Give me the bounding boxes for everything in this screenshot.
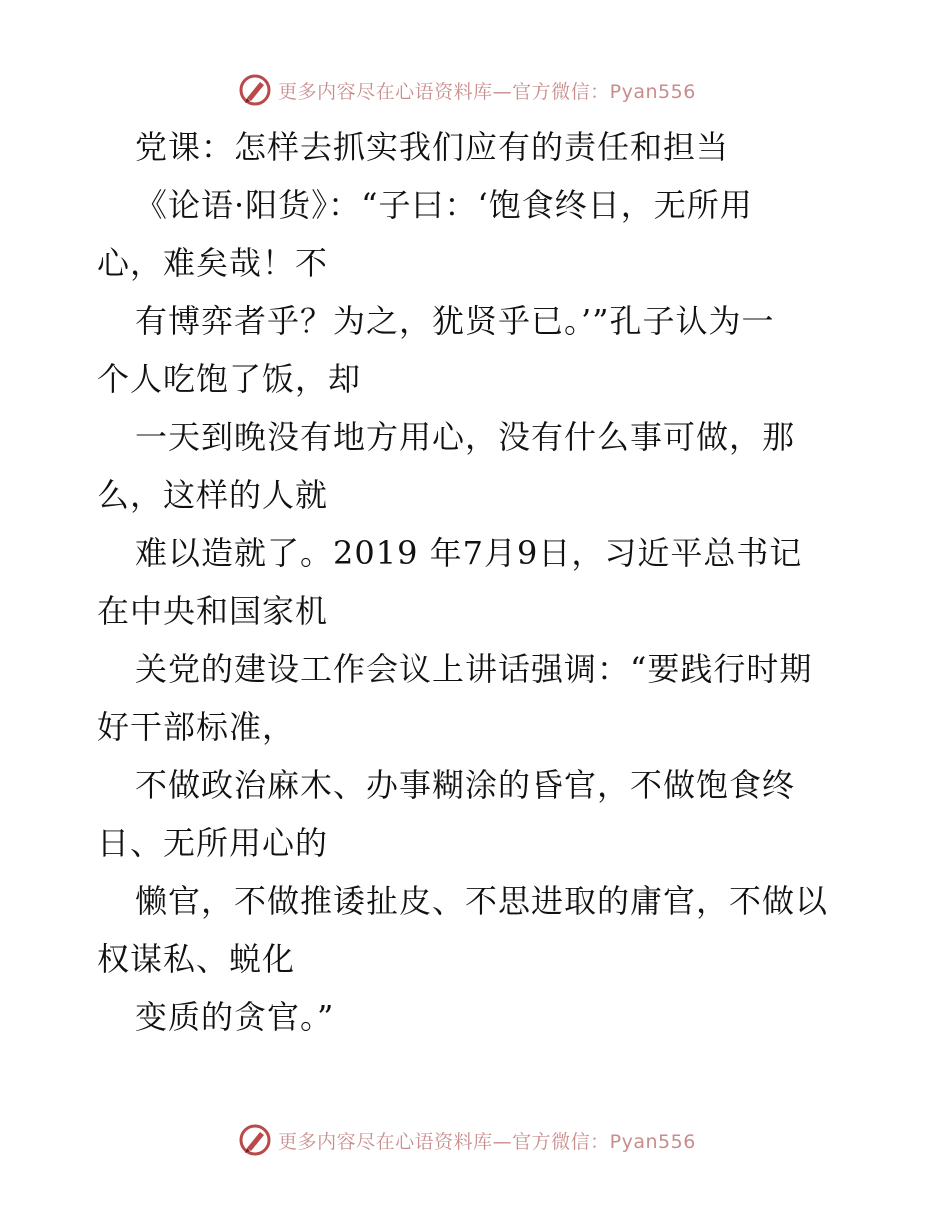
footer-watermark-banner <box>0 1120 950 1160</box>
document-line: 好干部标准， <box>97 708 296 746</box>
watermark-text: 更多内容尽在心语资料库—官方微信：Pyan556 <box>278 1130 696 1153</box>
document-body <box>97 118 857 1046</box>
document-line: 个人吃饱了饭，却 <box>97 360 362 398</box>
document-line: 权谋私、蜕化 <box>97 940 296 978</box>
document-line: 一天到晚没有地方用心，没有什么事可做，那 <box>135 418 796 456</box>
header-watermark-inner <box>238 73 696 107</box>
document-line: 日、无所用心的 <box>97 824 329 862</box>
footer-watermark-inner <box>238 1123 696 1157</box>
document-line: 党课：怎样去抓实我们应有的责任和担当 <box>135 128 730 166</box>
pen-logo-icon <box>238 73 272 107</box>
document-line: 难以造就了。2019 年7月9日，习近平总书记 <box>135 534 803 572</box>
document-line: 不做政治麻木、办事糊涂的昏官，不做饱食终 <box>135 766 796 804</box>
watermark-text: 更多内容尽在心语资料库—官方微信：Pyan556 <box>278 80 696 103</box>
pen-logo-icon <box>238 1123 272 1157</box>
document-line: 么，这样的人就 <box>97 476 329 514</box>
document-line: 有博弈者乎？为之，犹贤乎已。’”孔子认为一 <box>135 302 775 340</box>
document-line: 心，难矣哉！不 <box>97 244 329 282</box>
document-line: 在中央和国家机 <box>97 592 329 630</box>
document-line: 懒官，不做推诿扯皮、不思进取的庸官，不做以 <box>135 882 829 920</box>
document-line: 关党的建设工作会议上讲话强调：“要践行时期 <box>135 650 813 688</box>
header-watermark-banner <box>0 70 950 110</box>
document-line: 《论语·阳货》：“子曰：‘饱食终日，无所用 <box>135 186 753 224</box>
document-line: 变质的贪官。” <box>135 998 335 1036</box>
